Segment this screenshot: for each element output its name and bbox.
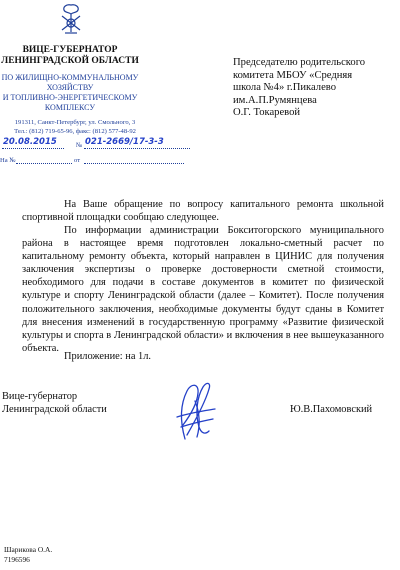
handwritten-signature (165, 377, 225, 447)
ref-date-line (84, 163, 184, 164)
signer-position-1: Вице-губернатор (2, 391, 78, 402)
number-prefix: № (76, 142, 83, 149)
addressee-block (233, 57, 398, 120)
ref-from-label: от (74, 157, 81, 164)
letterhead-dept-3: И ТОПЛИВНО-ЭНЕРГЕТИЧЕСКОМУ (2, 93, 138, 102)
addressee-line-4: им.А.П.Румянцева (233, 94, 317, 106)
coat-of-arms-emblem (56, 2, 86, 36)
letterhead-title-2: ЛЕНИНГРАДСКОЙ ОБЛАСТИ (1, 56, 139, 66)
addressee-line-5: О.Г. Токаревой (233, 107, 301, 119)
date-line (2, 148, 64, 149)
ref-number-prefix: На № (0, 157, 16, 164)
number-line (84, 148, 190, 149)
addressee-line-1: Председателю родительского (233, 57, 366, 68)
signer-position-2: Ленинградской области (2, 404, 107, 415)
signer-name: Ю.В.Пахомовский (290, 404, 373, 415)
letterhead-dept-1: ПО ЖИЛИЩНО-КОММУНАЛЬНОМУ (1, 73, 139, 82)
letterhead-phone: Тел.: (812) 719-65-96, факс: (812) 577-48-92 (14, 128, 136, 135)
letter-date: 20.08.2015 (3, 137, 57, 147)
letterhead-dept-4: КОМПЛЕКСУ (44, 103, 96, 112)
ref-number-line (16, 163, 72, 164)
addressee-line-2: комитета МБОУ «Средняя (233, 69, 353, 81)
executor-phone: 7196596 (4, 555, 30, 564)
executor-name: Шарикова О.А. (4, 545, 53, 554)
body-paragraph-2: По информации администрации Бокситогорского муниципального района в настоящее время подготовлен локально-сметный расчет по капитальному ремонту объекта, который направлен в ЦИНИС для получения заключения экспертизы о проверке достоверности сметной стоимости, необходимого для подачи в составе документов в комитет по физической культуре и спорту Ленинградской области (далее – Комитет). После получения положительного заключения, необходимые документы будут сданы в Комитет для внесения изменений в государственную программу «Развитие физической культуры и спорта в Ленинградской области» и включения в нее вышеуказанного объекта. (22, 225, 384, 354)
addressee-line-3: школа №4» г.Пикалево (233, 82, 337, 94)
letterhead-title-1: ВИЦЕ-ГУБЕРНАТОР (22, 45, 118, 55)
letterhead-address: 191311, Санкт-Петербург, ул. Смольного, 3 (14, 119, 136, 126)
body-paragraph-1: На Ваше обращение по вопросу капитального ремонта школьной спортивной площадки сообщаю следующее. (22, 199, 384, 224)
attachment-note: Приложение: на 1л. (64, 351, 152, 362)
letter-number: 021-2669/17-3-3 (85, 137, 164, 147)
letterhead-dept-2: ХОЗЯЙСТВУ (46, 83, 94, 92)
